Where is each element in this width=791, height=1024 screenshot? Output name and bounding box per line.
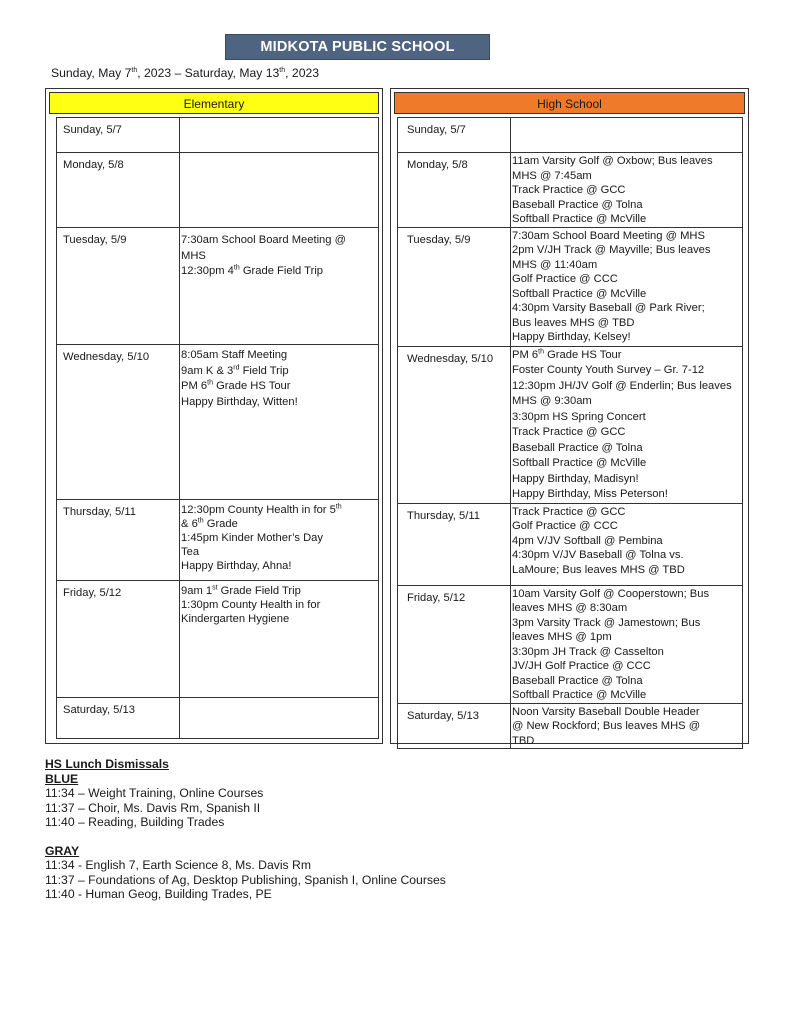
event-line: Happy Birthday, Kelsey! [512,331,631,343]
event-cell [180,118,379,153]
day-label: Saturday, 5/13 [398,703,511,749]
table-row [57,118,379,153]
event-line: Golf Practice @ CCC [512,273,618,285]
day-label: Friday, 5/12 [57,581,180,698]
event-line: 12:30pm 4th Grade Field Trip [181,264,324,277]
blue-label: BLUE [45,771,79,786]
event-line: 1:45pm Kinder Mother’s Day [181,532,323,544]
event-line: Tea [181,546,200,558]
event-line: MHS @ 7:45am [512,169,592,182]
event-cell [180,500,379,581]
event-line: Baseball Practice @ Tolna [512,198,643,211]
event-line: 3pm Varsity Track @ Jamestown; Bus [512,616,701,629]
elementary-table [56,117,379,739]
page-title: MIDKOTA PUBLIC SCHOOL [225,34,490,60]
event-line: 10am Varsity Golf @ Cooperstown; Bus [512,587,710,600]
event-line: Foster County Youth Survey – Gr. 7-12 [512,364,705,376]
event-line: LaMoure; Bus leaves MHS @ TBD [512,563,685,576]
table-row [398,118,743,153]
event-line: leaves MHS @ 1pm [512,631,612,643]
highschool-panel [390,88,749,747]
event-line: 2pm V/JH Track @ Mayville; Bus leaves [512,244,711,256]
elementary-panel [45,88,383,744]
event-line: leaves MHS @ 8:30am [512,602,628,614]
list-item: 11:40 – Reading, Building Trades [45,815,225,829]
event-line: Softball Practice @ McVille [512,287,647,300]
day-label: Tuesday, 5/9 [398,227,511,346]
table-row [57,228,379,345]
event-line: Noon Varsity Baseball Double Header [512,705,700,718]
event-line: TBD [512,734,535,747]
table-row [57,500,379,581]
event-line: Happy Birthday, Madisyn! [512,472,639,485]
event-line: 1:30pm County Health in for [181,599,321,611]
table-row [398,227,743,346]
table-row [398,703,743,749]
event-line: 12:30pm JH/JV Golf @ Enderlin; Bus leaves [512,379,732,392]
event-line: JV/JH Golf Practice @ CCC [512,660,651,672]
day-label: Thursday, 5/11 [57,500,180,581]
event-line: 9am K & 3rd Field Trip [181,363,289,377]
list-item: 11:34 - English 7, Earth Science 8, Ms. Davis Rm [45,858,311,872]
table-row [398,503,743,585]
event-cell [511,118,743,153]
event-cell [180,698,379,739]
list-item: 11:40 - Human Geog, Building Trades, PE [45,887,272,901]
event-line: Softball Practice @ McVille [512,689,647,701]
lunch-heading: HS Lunch Dismissals [45,757,169,771]
event-line: Happy Birthday, Ahna! [181,560,292,572]
table-row [57,345,379,500]
event-line: & 6th Grade [181,517,238,530]
event-line: 9am 1st Grade Field Trip [181,584,301,597]
event-line: Baseball Practice @ Tolna [512,674,643,687]
day-label: Sunday, 5/7 [57,118,180,153]
date-range: Sunday, May 7th, 2023 – Saturday, May 13th, 2023 [51,66,320,80]
day-label: Wednesday, 5/10 [398,346,511,503]
event-cell [180,581,379,698]
event-cell [511,153,743,228]
event-cell [511,703,743,749]
table-row [398,346,743,503]
event-line: Kindergarten Hygiene [181,613,290,625]
table-row [398,585,743,703]
event-line: PM 6th Grade HS Tour [181,379,291,392]
day-label: Friday, 5/12 [398,585,511,703]
gray-label: GRAY [45,843,80,858]
event-line: 4:30pm Varsity Baseball @ Park River; [512,302,705,314]
highschool-table [397,117,743,749]
event-line: PM 6th Grade HS Tour [512,347,622,361]
lunch-dismissals [45,757,446,902]
event-line: 7:30am School Board Meeting @ MHS [512,229,705,242]
day-label: Thursday, 5/11 [398,503,511,585]
event-line: 11am Varsity Golf @ Oxbow; Bus leaves [512,155,713,167]
day-label: Wednesday, 5/10 [57,345,180,500]
event-cell [180,228,379,345]
event-line: 4pm V/JV Softball @ Pembina [512,534,663,547]
event-cell [511,503,743,585]
event-line: Track Practice @ GCC [512,505,626,518]
event-line: 3:30pm HS Spring Concert [512,410,646,423]
event-line: 4:30pm V/JV Baseball @ Tolna vs. [512,549,684,561]
event-line: Golf Practice @ CCC [512,520,618,532]
event-line: Happy Birthday, Miss Peterson! [512,488,668,500]
event-line: @ New Rockford; Bus leaves MHS @ [512,720,701,732]
day-label: Sunday, 5/7 [398,118,511,153]
event-cell [511,585,743,703]
day-label: Tuesday, 5/9 [57,228,180,345]
day-label: Monday, 5/8 [398,153,511,228]
event-line: 7:30am School Board Meeting @ [181,234,346,246]
event-cell [511,227,743,346]
event-line: MHS [181,249,206,262]
event-line: Bus leaves MHS @ TBD [512,316,635,329]
event-cell [180,345,379,500]
table-row [57,153,379,228]
event-line: 12:30pm County Health in for 5th [181,503,342,516]
event-cell [511,346,743,503]
highschool-heading: High School [394,92,745,114]
day-label: Monday, 5/8 [57,153,180,228]
day-label: Saturday, 5/13 [57,698,180,739]
event-line: Softball Practice @ McVille [512,457,647,469]
table-row [398,153,743,228]
list-item: 11:37 – Foundations of Ag, Desktop Publishing, Spanish I, Online Courses [45,872,446,887]
event-line: Track Practice @ GCC [512,426,626,438]
list-item: 11:37 – Choir, Ms. Davis Rm, Spanish II [45,800,261,815]
elementary-heading: Elementary [49,92,379,114]
table-row [57,698,379,739]
event-line: Softball Practice @ McVille [512,213,647,225]
event-line: MHS @ 9:30am [512,395,592,407]
event-line: Baseball Practice @ Tolna [512,441,643,454]
event-line: Happy Birthday, Witten! [181,395,298,408]
event-line: Track Practice @ GCC [512,184,626,196]
event-line: MHS @ 11:40am [512,258,598,271]
event-cell [180,153,379,228]
table-row [57,581,379,698]
event-line: 8:05am Staff Meeting [181,349,288,361]
list-item: 11:34 – Weight Training, Online Courses [45,786,264,800]
event-line: 3:30pm JH Track @ Casselton [512,645,664,658]
